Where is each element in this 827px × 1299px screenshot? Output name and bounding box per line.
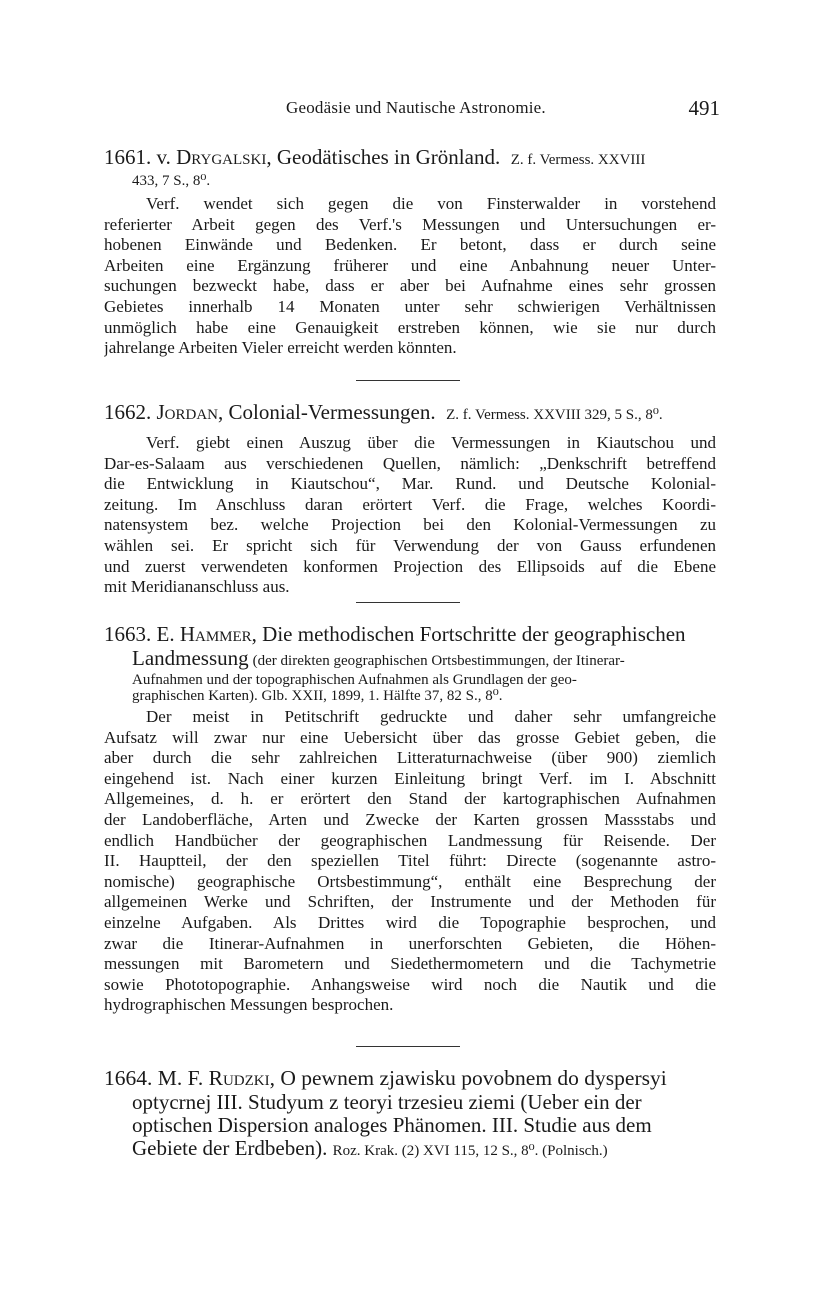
entry-heading bbox=[104, 145, 716, 173]
entry-heading-continued bbox=[104, 647, 716, 672]
reference: Z. f. Vermess. XXVIII bbox=[510, 152, 646, 168]
body-line: hobenen Einwände und Bedenken. Er betont, dass er durch seine bbox=[104, 235, 716, 255]
entry-heading-last bbox=[104, 1137, 716, 1163]
body-line: sowie Phototopographie. Anhangsweise wird noch die Nautik und die bbox=[104, 974, 716, 994]
entry-heading bbox=[104, 400, 716, 428]
subtitle-line: graphischen Karten). Glb. XXII, 1899, 1. Hälfte 37, 82 S., 8⁰. bbox=[132, 688, 503, 704]
body-line: der Landoberfläche, Arten und Zwecke der Karten grossen Massstabs und bbox=[104, 809, 716, 829]
author: Hammer, bbox=[179, 622, 257, 646]
entry-body bbox=[104, 707, 716, 1016]
body-line: Gebietes innerhalb 14 Monaten unter sehr schwierigen Verhältnissen bbox=[104, 296, 716, 316]
body-line: zeitung. Im Anschluss daran erörtert Verf. die Frage, welches Koordi- bbox=[104, 494, 716, 514]
body-line: eingehend ist. Nach einer kurzen Einleitung bringt Verf. im I. Abschnitt bbox=[104, 768, 716, 788]
page-number: 491 bbox=[688, 96, 720, 120]
body-line: Verf. giebt einen Auszug über die Vermessungen in Kiautschou und bbox=[146, 433, 716, 452]
body-line: Der meist in Petitschrift gedruckte und daher sehr umfangreiche bbox=[146, 707, 716, 726]
subtitle-line: (der direkten geographischen Ortsbestimmungen, der Itinerar- bbox=[252, 653, 625, 669]
reference: Z. f. Vermess. XXVIII 329, 5 S., 8⁰. bbox=[446, 407, 663, 423]
body-line: wählen sei. Er spricht sich für Verwendung der von Gauss erfundenen bbox=[104, 535, 716, 555]
entry-number: 1661. bbox=[104, 145, 152, 169]
author-prefix: E. bbox=[156, 622, 175, 646]
separator-rule bbox=[356, 1046, 460, 1047]
entry-title-continued: optycrnej III. Studyum z teoryi trzesieu ziemi (Ueber ein der bbox=[132, 1090, 642, 1114]
body-line: Arbeiten eine Ergänzung früherer und eine Anbahnung neuer Unter- bbox=[104, 255, 716, 275]
body-line: unmöglich habe eine Genauigkeit erstreben können, wie sie nur durch bbox=[104, 317, 716, 337]
body-line: allgemeinen Werke und Schriften, der Instrumente und der Methoden für bbox=[104, 892, 716, 912]
entry-title-continued: Landmessung bbox=[132, 646, 249, 670]
entry-body bbox=[104, 433, 716, 598]
author-prefix: M. F. bbox=[157, 1066, 204, 1090]
body-line: suchungen bezweckt habe, dass er aber bei Aufnahme eines sehr grossen bbox=[104, 276, 716, 296]
reference-continued: 433, 7 S., 8⁰. bbox=[132, 173, 211, 189]
entry-1661 bbox=[104, 145, 716, 359]
author: Jordan, bbox=[156, 400, 224, 424]
body-line: einzelne Aufgaben. Als Drittes wird die Topographie besprochen, und bbox=[104, 912, 716, 932]
body-line: II. Hauptteil, der den speziellen Titel führt: Directe (sogenannte astro- bbox=[104, 851, 716, 871]
body-line: Allgemeines, d. h. er erörtert den Stand der kartographischen Aufnahmen bbox=[104, 789, 716, 809]
entry-heading bbox=[104, 622, 716, 647]
body-line: zwar die Itinerar-Aufnahmen in unerforschten Gebieten, die Höhen- bbox=[104, 933, 716, 953]
body-line: Aufsatz will zwar nur eine Uebersicht über das grosse Gebiet geben, die bbox=[104, 727, 716, 747]
entry-1662 bbox=[104, 400, 716, 598]
running-head: Geodäsie und Nautische Astronomie. bbox=[286, 98, 546, 117]
entry-1664 bbox=[104, 1066, 716, 1163]
entry-title-continued: optischen Dispersion analoges Phänomen. III. Studie aus dem bbox=[132, 1113, 652, 1137]
body-line: hydrographischen Messungen besprochen. bbox=[104, 995, 394, 1015]
separator-rule bbox=[356, 602, 460, 603]
entry-number: 1663. bbox=[104, 622, 152, 646]
body-line: jahrelange Arbeiten Vieler erreicht werden könnten. bbox=[104, 338, 457, 358]
page-header bbox=[104, 96, 720, 126]
separator-rule bbox=[356, 380, 460, 381]
entry-title-continued: Gebiete der Erdbeben). bbox=[132, 1136, 328, 1160]
entry-title: Colonial-Vermessungen. bbox=[228, 400, 436, 424]
body-line: aber durch die sehr zahlreichen Litteraturnachweise (über 900) ziemlich bbox=[104, 748, 716, 768]
entry-title: O pewnem zjawisku povobnem do dyspersyi bbox=[280, 1066, 667, 1090]
reference: Roz. Krak. (2) XVI 115, 12 S., 8⁰. (Polnisch.) bbox=[332, 1143, 608, 1159]
body-line: Dar-es-Salaam aus verschiedenen Quellen, nämlich: „Denkschrift betreffend bbox=[104, 453, 716, 473]
body-line: referierter Arbeit gegen des Verf.'s Messungen und Untersuchungen er- bbox=[104, 214, 716, 234]
body-line: messungen mit Barometern und Siedethermometern und die Tachymetrie bbox=[104, 954, 716, 974]
entry-body bbox=[104, 194, 716, 359]
entry-1663 bbox=[104, 622, 716, 1016]
author: Rudzki, bbox=[208, 1066, 275, 1090]
entry-number: 1664. bbox=[104, 1066, 153, 1090]
body-line: und zuerst verwendeten konformen Projection des Ellipsoids auf die Ebene bbox=[104, 556, 716, 576]
body-line: mit Meridiananschluss aus. bbox=[104, 577, 290, 597]
entry-title: Geodätisches in Grönland. bbox=[276, 145, 501, 169]
author: Drygalski, bbox=[176, 145, 272, 169]
body-line: Verf. wendet sich gegen die von Finsterwalder in vorstehend bbox=[146, 194, 716, 213]
body-line: die Entwicklung in Kiautschou“, Mar. Rund. und Deutsche Kolonial- bbox=[104, 474, 716, 494]
entry-number: 1662. bbox=[104, 400, 152, 424]
entry-title: Die methodischen Fortschritte der geographischen bbox=[262, 622, 686, 646]
author-prefix: v. bbox=[156, 145, 171, 169]
subtitle-line: Aufnahmen und der topographischen Aufnahmen als Grundlagen der geo- bbox=[132, 672, 577, 688]
entry-heading bbox=[104, 1066, 716, 1091]
body-line: endlich Handbücher der geographischen Landmessung für Reisende. Der bbox=[104, 830, 716, 850]
body-line: natensystem bez. welche Projection bei den Kolonial-Vermessungen zu bbox=[104, 515, 716, 535]
body-line: nomische) geographische Ortsbestimmung“, enthält eine Besprechung der bbox=[104, 871, 716, 891]
